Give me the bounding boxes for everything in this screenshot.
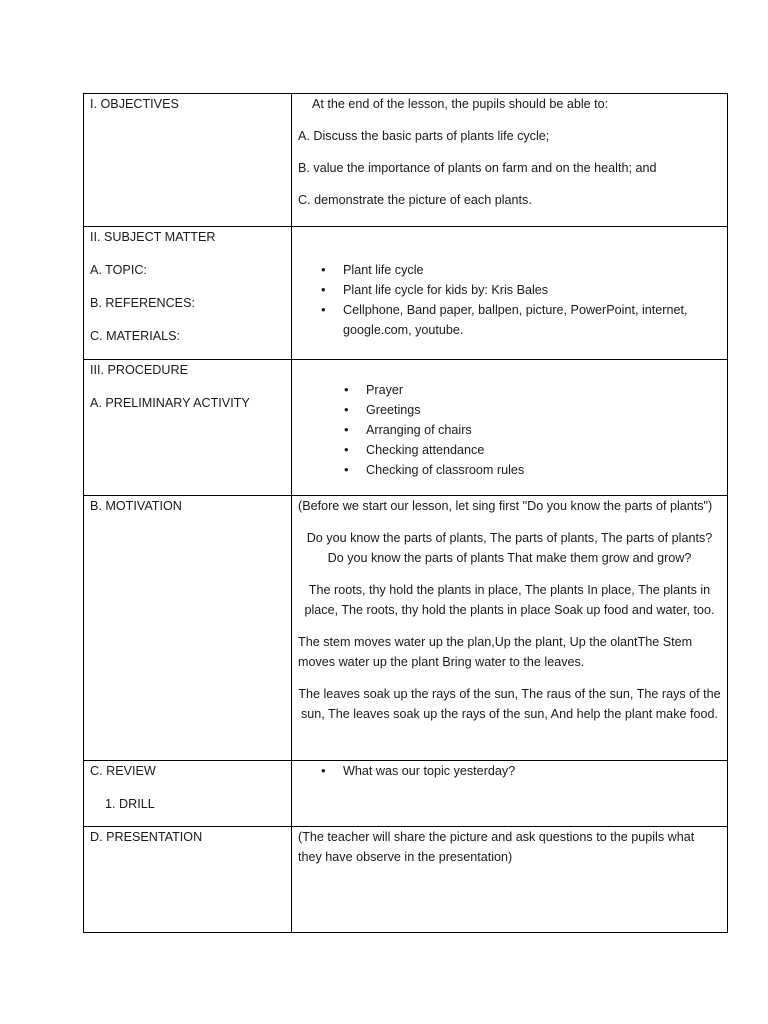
list-item: • Arranging of chairs	[366, 420, 721, 440]
preliminary-activity-list	[298, 380, 721, 480]
materials-label: C. MATERIALS:	[90, 329, 181, 343]
song-verse-1: Do you know the parts of plants, The parts of plants, The parts of plants? Do you know the parts of plants That make them grow and grow?	[306, 531, 713, 565]
subject-matter-label: II. SUBJECT MATTER	[90, 230, 216, 244]
subject-matter-content-cell	[292, 227, 728, 360]
presentation-label-cell	[84, 827, 292, 933]
objective-item-c: C. demonstrate the picture of each plants.	[298, 193, 532, 207]
objectives-label: I. OBJECTIVES	[90, 97, 179, 111]
list-item: • Plant life cycle for kids by: Kris Bales	[343, 280, 721, 300]
presentation-label: D. PRESENTATION	[90, 830, 203, 844]
list-item: • Checking of classroom rules	[366, 460, 721, 480]
list-item: • Plant life cycle	[343, 260, 721, 280]
subject-matter-label-cell	[84, 227, 292, 360]
lesson-plan-table	[83, 93, 728, 933]
review-list	[298, 761, 721, 781]
references-label: B. REFERENCES:	[90, 296, 195, 310]
presentation-row	[84, 827, 728, 933]
procedure-row	[84, 360, 728, 496]
objectives-label-cell	[84, 94, 292, 227]
objectives-intro: At the end of the lesson, the pupils should be able to:	[312, 97, 609, 111]
drill-label: 1. DRILL	[105, 797, 155, 811]
procedure-content-cell	[292, 360, 728, 496]
song-verse-2: The roots, thy hold the plants in place, The plants In place, The plants in place, The roots, thy hold the plants in place Soak up food and water, too.	[304, 583, 715, 617]
objectives-row	[84, 94, 728, 227]
objective-item-b: B. value the importance of plants on farm and on the health; and	[298, 161, 657, 175]
subject-matter-list	[298, 260, 721, 340]
preliminary-activity-label: A. PRELIMINARY ACTIVITY	[90, 396, 250, 410]
list-item: • What was our topic yesterday?	[343, 761, 721, 781]
motivation-content-cell	[292, 496, 728, 761]
review-label-cell	[84, 761, 292, 827]
motivation-intro: (Before we start our lesson, let sing first "Do you know the parts of plants")	[298, 499, 713, 513]
objectives-content-cell	[292, 94, 728, 227]
motivation-label: B. MOTIVATION	[90, 499, 182, 513]
procedure-label: III. PROCEDURE	[90, 363, 188, 377]
topic-label: A. TOPIC:	[90, 263, 147, 277]
list-item: • Greetings	[366, 400, 721, 420]
motivation-label-cell	[84, 496, 292, 761]
list-item: • Cellphone, Band paper, ballpen, picture, PowerPoint, internet, google.com, youtube.	[343, 300, 721, 340]
motivation-row	[84, 496, 728, 761]
review-content-cell	[292, 761, 728, 827]
song-verse-4: The leaves soak up the rays of the sun, The raus of the sun, The rays of the sun, The leaves soak up the rays of the sun, And help the plant make food.	[298, 687, 721, 721]
presentation-content-cell	[292, 827, 728, 933]
list-item: • Prayer	[366, 380, 721, 400]
review-label: C. REVIEW	[90, 764, 156, 778]
procedure-label-cell	[84, 360, 292, 496]
review-row	[84, 761, 728, 827]
list-item: • Checking attendance	[366, 440, 721, 460]
objective-item-a: A. Discuss the basic parts of plants life cycle;	[298, 129, 550, 143]
presentation-text: (The teacher will share the picture and ask questions to the pupils what they have observe in the presentation)	[298, 830, 695, 864]
song-verse-3: The stem moves water up the plan,Up the plant, Up the olantThe Stem moves water up the plant Bring water to the leaves.	[298, 635, 693, 669]
subject-matter-row	[84, 227, 728, 360]
